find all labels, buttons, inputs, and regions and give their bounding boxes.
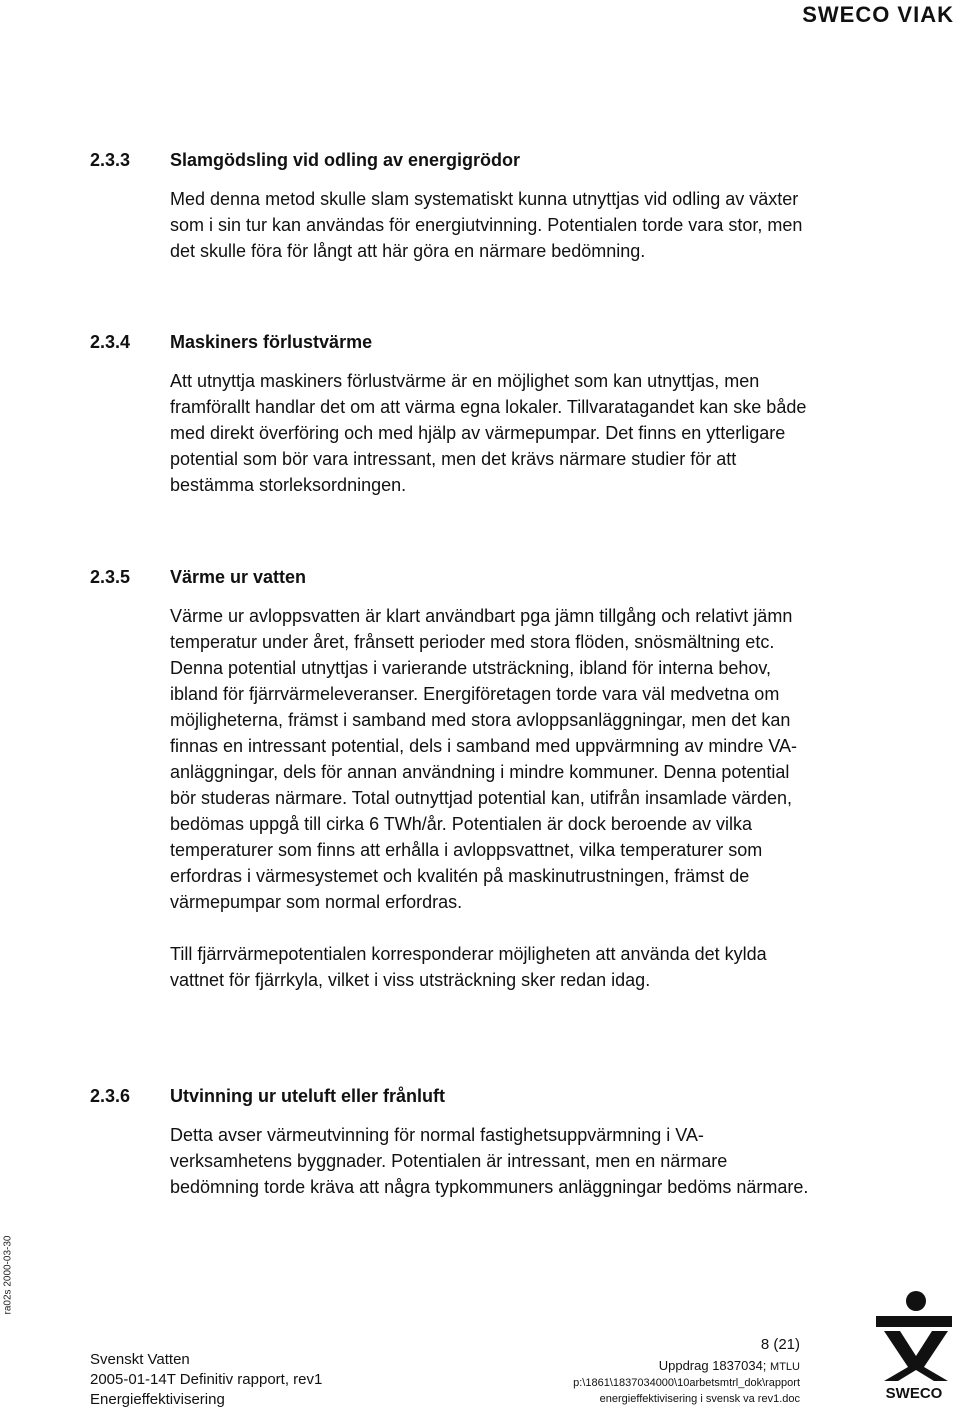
footer-order [573,1358,800,1375]
paragraph: Värme ur avloppsvatten är klart användbart pga jämn tillgång och relativt jämn temperatur under året, frånsett perioder med stora flöden, snösmältning etc. Denna potential utnyttjas i varierande utsträckning, ibland för interna behov, ibland för fjärrvärmeleveranser. Energiföretagen torde vara väl medvetna om möjligheterna, främst i samband med stora avloppsanläggningar, men det kan finnas en intressant potential, dels i samband med uppvärmning av mindre VA-anläggningar, dels för annan användning i mindre kommuner. Denna potential bör studeras närmare. Total outnyttjad potential kan, utifrån insamlade värden, bedömas uppgå till cirka 6 TWh/år. Potentialen är dock beroende av vilka temperaturer som finns att erhålla i avloppsvattnet, vilka temperaturer som erfordras i värmesystemet och kvalitén på maskinutrustningen, främst de värmepumpar som normal erfordras. [170,606,798,912]
footer-order-number: Uppdrag 1837034; [658,1358,767,1373]
paragraph: Med denna metod skulle slam systematiskt kunna utnyttjas vid odling av växter som i sin tur kan användas för energiutvinning. Potentialen torde vara stor, men det skulle föra för långt att här göra en närmare bedömning. [170,189,803,261]
paragraph: Till fjärrvärmepotentialen korresponderar möjligheten att använda det kylda vattnet för fjärrkyla, vilket i viss utsträckning sker redan idag. [170,944,767,990]
section-heading [90,330,820,354]
footer-subject: Energieffektivisering [90,1391,225,1408]
section-2-3-3 [90,148,820,264]
section-number: 2.3.4 [90,332,131,352]
footer-order-suffix: MTLU [770,1361,800,1373]
section-number: 2.3.6 [90,1086,131,1106]
header-brand: SWECO VIAK [802,2,954,27]
sweco-figure-logo-icon [876,1291,952,1381]
page-number: 8 (21) [760,1336,800,1353]
section-number: 2.3.5 [90,567,131,587]
section-title: Utvinning ur uteluft eller frånluft [170,1086,445,1106]
section-2-3-4 [90,330,820,498]
section-2-3-5 [90,565,820,993]
footer-file: energieffektivisering i svensk va rev1.doc [599,1393,800,1405]
section-title: Slamgödsling vid odling av energigrödor [170,150,521,170]
paragraph: Detta avser värmeutvinning för normal fastighetsuppvärmning i VA-verksamhetens byggnader. Potentialen är intressant, men en närmare bedömning torde kräva att några typkommuners anläggningar bedöms närmare. [170,1125,809,1197]
paragraph: Att utnyttja maskiners förlustvärme är en möjlighet som kan utnyttjas, men framförallt handlar det om att värma egna lokaler. Tillvaratagandet kan ske både med direkt överföring och med hjälp av värmepumpar. Det finns en ytterligare potential som bör vara intressant, men det krävs närmare studier för att bestämma storleksordningen. [170,371,807,495]
section-title: Maskiners förlustvärme [170,332,373,352]
section-heading [90,1084,820,1108]
sweco-logo [872,1290,956,1400]
section-number: 2.3.3 [90,150,131,170]
footer-version: 2005-01-14T Definitiv rapport, rev1 [90,1371,323,1388]
footer-right [573,1358,800,1407]
side-code-text: ra02s 2000-03-30 [2,1235,14,1315]
section-heading [90,565,820,589]
section-2-3-6 [90,1084,820,1200]
footer-left [90,1350,322,1410]
section-title: Värme ur vatten [170,567,307,587]
footer-client: Svenskt Vatten [90,1351,190,1368]
section-heading [90,148,820,172]
footer-path: p:\1861\1837034000\10arbetsmtrl_dok\rapport [573,1377,800,1389]
side-code [0,1235,16,1315]
logo-text: SWECO [885,1385,943,1400]
